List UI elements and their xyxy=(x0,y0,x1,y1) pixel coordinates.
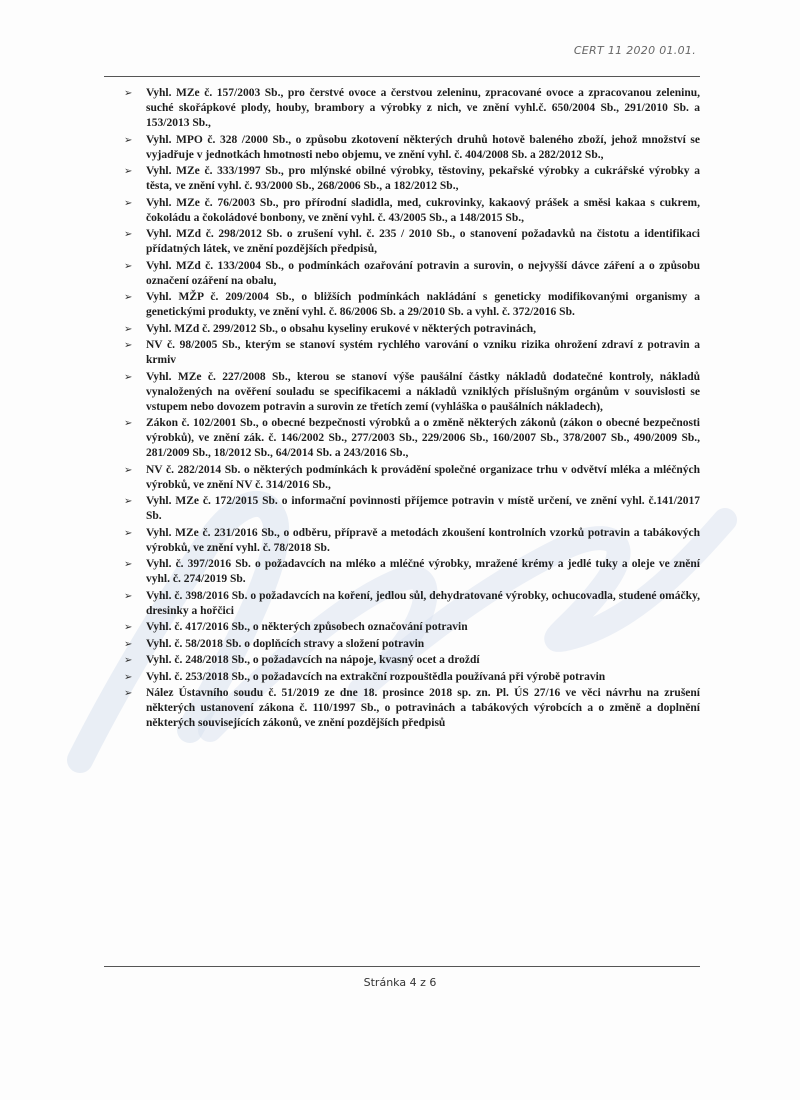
list-item-text: Vyhl. č. 398/2016 Sb. o požadavcích na koření, jedlou sůl, dehydratované výrobky, ochucovadla, studené omáčky, dresinky a hořčici xyxy=(146,589,700,617)
list-item-text: Vyhl. MZe č. 227/2008 Sb., kterou se stanoví výše paušální částky nákladů dodatečné kontroly, nákladů vynaložených na ověření souladu se specifikacemi a nákladů vzniklých příslušným orgánům v souvislosti se vstupem nebo dovozem potravin a surovin ze třetích zemí (vyhláška o paušálních nákladech), xyxy=(146,370,700,413)
list-item xyxy=(122,259,700,289)
list-item xyxy=(122,463,700,493)
list-item-text: Vyhl. MZe č. 333/1997 Sb., pro mlýnské obilné výrobky, těstoviny, pekařské výrobky a cukrářské výrobky a těsta, ve znění vyhl. č. 93/2000 Sb., 268/2006 Sb., a 182/2012 Sb., xyxy=(146,165,700,192)
list-item-text: Vyhl. č. 397/2016 Sb. o požadavcích na mléko a mléčné výrobky, mražené krémy a jedlé tuky a oleje ve znění vyhl. č. 274/2019 Sb. xyxy=(146,558,700,585)
arrow-bullet-icon: ➢ xyxy=(124,496,133,507)
list-item-text: Vyhl. č. 417/2016 Sb., o některých způsobech označování potravin xyxy=(146,621,468,633)
page-number: Stránka 4 z 6 xyxy=(363,976,437,989)
document-code: CERT 11 2020 01.01. xyxy=(573,44,696,57)
footer-divider xyxy=(104,966,700,967)
arrow-bullet-icon: ➢ xyxy=(124,671,133,683)
arrow-bullet-icon: ➢ xyxy=(124,371,133,383)
list-item-text: Vyhl. č. 58/2018 Sb. o doplňcích stravy a složení potravin xyxy=(146,637,425,650)
arrow-bullet-icon: ➢ xyxy=(124,292,133,303)
arrow-bullet-icon: ➢ xyxy=(124,134,133,146)
arrow-bullet-icon: ➢ xyxy=(124,340,133,351)
list-item xyxy=(122,196,700,226)
list-item-text: Vyhl. MZd č. 299/2012 Sb., o obsahu kyseliny erukové v některých potravinách, xyxy=(146,322,536,335)
arrow-bullet-icon: ➢ xyxy=(124,688,133,699)
list-item xyxy=(122,589,700,619)
header-divider xyxy=(104,76,700,77)
list-item-text: Nález Ústavního soudu č. 51/2019 ze dne 18. prosince 2018 sp. zn. Pl. ÚS 27/16 ve věci návrhu na zrušení některých ustanovení zákona č. 110/1997 Sb., o potravinách a tabákových výrobcích a o změně a doplnění některých souvisejících zákonů, ve znění pozdějších předpisů xyxy=(146,687,700,729)
list-item-text: Vyhl. MZd č. 133/2004 Sb., o podmínkách ozařování potravin a surovin, o nejvyšší dávce záření a o způsobu označení ozáření na obalu, xyxy=(146,259,700,287)
list-item xyxy=(122,86,700,131)
list-item xyxy=(122,670,700,685)
list-item xyxy=(122,686,700,731)
arrow-bullet-icon: ➢ xyxy=(124,559,133,570)
arrow-bullet-icon: ➢ xyxy=(124,590,133,602)
list-item xyxy=(122,416,700,461)
list-item-text: NV č. 282/2014 Sb. o některých podmínkách k provádění společné organizace trhu v odvětví mléka a mléčných výrobků, ve znění NV č. 314/2016 Sb., xyxy=(146,463,700,491)
arrow-bullet-icon: ➢ xyxy=(124,655,133,666)
arrow-bullet-icon: ➢ xyxy=(124,638,133,650)
list-item-text: NV č. 98/2005 Sb., kterým se stanoví systém rychlého varování o vzniku rizika ohrožení zdraví z potravin a krmiv xyxy=(146,339,700,366)
list-item-text: Vyhl. MPO č. 328 /2000 Sb., o způsobu zkotovení některých druhů hotově baleného zboží, jehož množství se vyjadřuje v jednotkách hmotnosti nebo objemu, ve znění vyhl. č. 404/2008 Sb. a 282/2012 Sb., xyxy=(146,133,700,161)
list-item xyxy=(122,620,700,635)
list-item-text: Vyhl. č. 248/2018 Sb., o požadavcích na nápoje, kvasný ocet a droždí xyxy=(146,654,480,666)
list-item-text: Vyhl. MZe č. 231/2016 Sb., o odběru, přípravě a metodách zkoušení kontrolních vzorků potravin a tabákových výrobků, ve znění vyhl. č. 78/2018 Sb. xyxy=(146,526,700,554)
list-item-text: Zákon č. 102/2001 Sb., o obecné bezpečnosti výrobků a o změně některých zákonů (zákon o obecné bezpečnosti výrobků), ve znění zák. č. 146/2002 Sb., 277/2003 Sb., 229/2006 Sb., 160/2007 Sb., 378/2007 Sb., 490/2009 Sb., 281/2009 Sb., 18/2012 Sb., 64/2014 Sb. a 243/2016 Sb., xyxy=(146,417,700,459)
list-item xyxy=(122,526,700,556)
list-item-text: Vyhl. MŽP č. 209/2004 Sb., o bližších podmínkách nakládání s geneticky modifikovanými organismy a genetickými produkty, ve znění vyhl. č. 86/2006 Sb. a 29/2010 Sb. a vyhl. č. 372/2016 Sb. xyxy=(146,291,700,318)
list-item xyxy=(122,164,700,194)
list-item xyxy=(122,370,700,415)
list-item xyxy=(122,557,700,587)
arrow-bullet-icon: ➢ xyxy=(124,464,133,476)
list-item xyxy=(122,133,700,163)
list-item xyxy=(122,653,700,668)
list-item xyxy=(122,338,700,368)
list-item-text: Vyhl. MZe č. 157/2003 Sb., pro čerstvé ovoce a čerstvou zeleninu, zpracované ovoce a zpracovanou zeleninu, suché skořápkové plody, houby, brambory a výrobky z nich, ve znění vyhl.č. 650/2004 Sb., 291/2010 Sb. a 153/2013 Sb., xyxy=(146,87,700,129)
list-item xyxy=(122,227,700,257)
list-item xyxy=(122,494,700,524)
arrow-bullet-icon: ➢ xyxy=(124,229,133,240)
arrow-bullet-icon: ➢ xyxy=(124,88,133,99)
arrow-bullet-icon: ➢ xyxy=(124,166,133,177)
list-item-text: Vyhl. č. 253/2018 Sb., o požadavcích na extrakční rozpouštědla používaná při výrobě potravin xyxy=(146,670,606,683)
list-item xyxy=(122,322,700,337)
arrow-bullet-icon: ➢ xyxy=(124,323,133,335)
list-item xyxy=(122,290,700,320)
list-item-text: Vyhl. MZe č. 76/2003 Sb., pro přírodní sladidla, med, cukrovinky, kakaový prášek a směsi kakaa s cukrem, čokoládu a čokoládové bonbony, ve znění vyhl. č. 43/2005 Sb., a 148/2015 Sb., xyxy=(146,196,700,224)
list-item-text: Vyhl. MZd č. 298/2012 Sb. o zrušení vyhl. č. 235 / 2010 Sb., o stanovení požadavků na čistotu a identifikaci přídatných látek, ve znění pozdějších předpisů, xyxy=(146,228,700,255)
list-item xyxy=(122,637,700,652)
arrow-bullet-icon: ➢ xyxy=(124,260,133,272)
arrow-bullet-icon: ➢ xyxy=(124,418,133,429)
arrow-bullet-icon: ➢ xyxy=(124,197,133,209)
regulation-list xyxy=(122,86,700,733)
arrow-bullet-icon: ➢ xyxy=(124,527,133,539)
arrow-bullet-icon: ➢ xyxy=(124,622,133,633)
list-item-text: Vyhl. MZe č. 172/2015 Sb. o informační povinnosti příjemce potravin v místě určení, ve znění vyhl. č.141/2017 Sb. xyxy=(146,495,700,522)
